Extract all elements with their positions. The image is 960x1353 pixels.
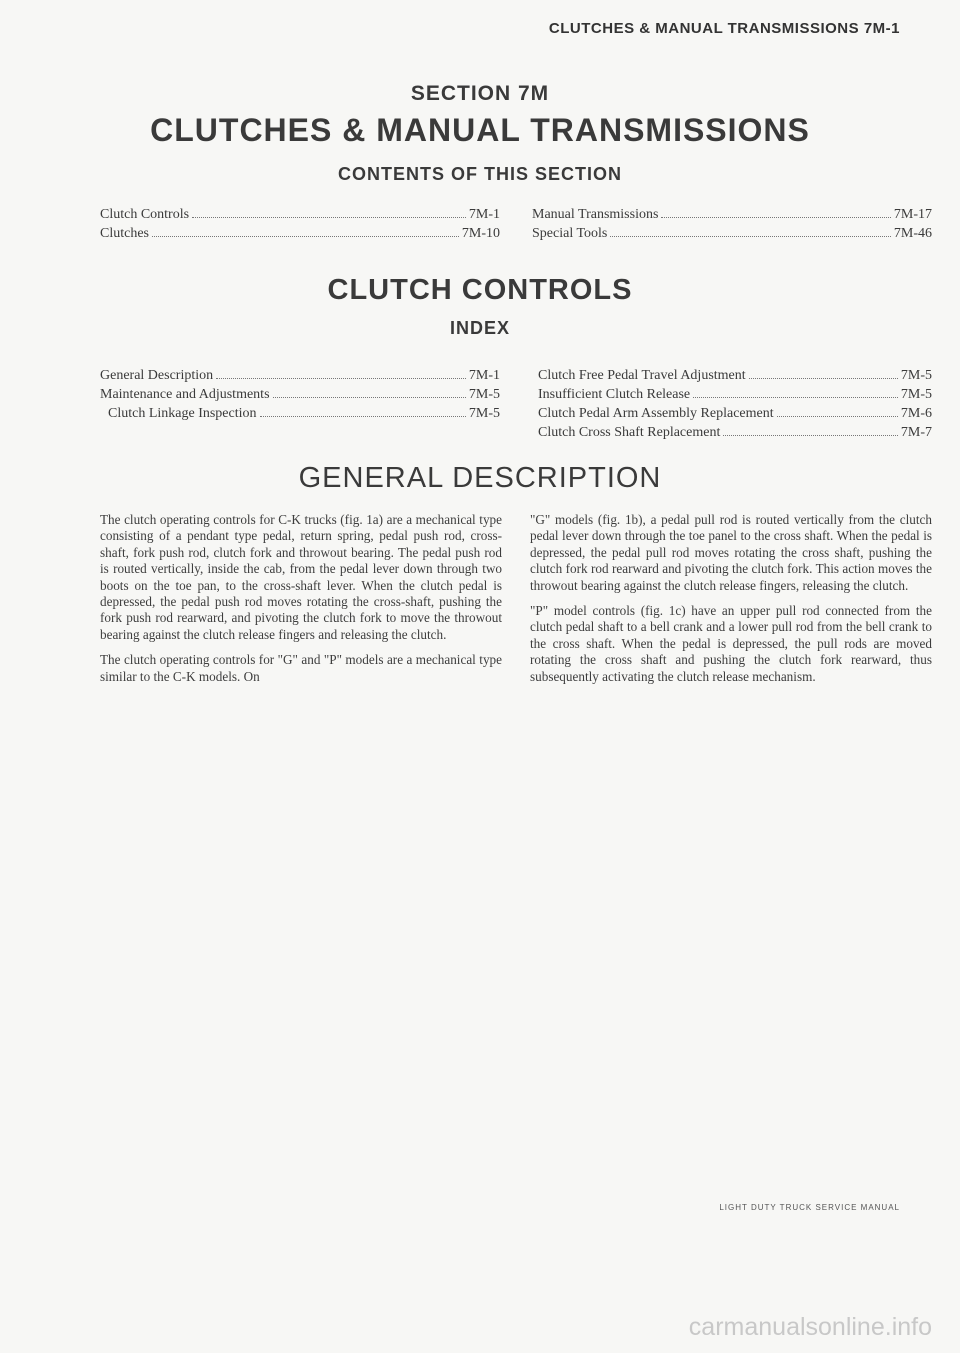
- index-entry-label: Insufficient Clutch Release: [538, 387, 691, 402]
- section-label: SECTION 7M: [410, 82, 550, 105]
- index-entry-label: Clutch Linkage Inspection: [108, 406, 257, 421]
- page-title: CLUTCHES & MANUAL TRANSMISSIONS: [150, 112, 810, 148]
- dot-leader: [661, 217, 890, 218]
- dot-leader: [273, 397, 466, 398]
- index-entry-page: 7M-7: [900, 425, 932, 440]
- index-entry-page: 7M-5: [468, 406, 500, 421]
- index-entry-label: Clutch Free Pedal Travel Adjustment: [538, 368, 746, 383]
- index-heading: INDEX: [449, 318, 510, 338]
- dot-leader: [723, 435, 898, 436]
- index-entry-label: Maintenance and Adjustments: [100, 387, 270, 402]
- body-paragraph: "P" model controls (fig. 1c) have an upper pull rod connected from the clutch pedal shaft to a bell crank and a lower pull rod from the bell crank to the cross shaft. When the pedal is depressed, the pull rods are moved rotating the cross shaft and pushing the clutch fork rearward, thus subsequently activating the clutch release mechanism.: [530, 603, 932, 684]
- body-paragraph: The clutch operating controls for "G" and "P" models are a mechanical type similar to the C-K models. On: [100, 652, 502, 684]
- toc-entry-label: Clutches: [100, 226, 149, 241]
- toc-entry-label: Clutch Controls: [100, 207, 190, 222]
- general-description-heading: GENERAL DESCRIPTION: [298, 462, 662, 494]
- index-entry[interactable]: [100, 366, 500, 385]
- toc-entry[interactable]: [532, 224, 932, 243]
- index-entry-page: 7M-1: [468, 368, 500, 383]
- index-entry-page: 7M-5: [468, 387, 500, 402]
- dot-leader: [260, 416, 466, 417]
- dot-leader: [192, 217, 466, 218]
- contents-heading: CONTENTS OF THIS SECTION: [337, 164, 622, 184]
- index-entry-label: Clutch Pedal Arm Assembly Replacement: [538, 406, 774, 421]
- contents-list-right: [532, 205, 932, 243]
- dot-leader: [749, 378, 898, 379]
- toc-entry[interactable]: [100, 224, 500, 243]
- toc-entry-page: 7M-10: [461, 226, 500, 241]
- toc-entry-label: Special Tools: [532, 226, 608, 241]
- index-entry[interactable]: [538, 404, 932, 423]
- dot-leader: [152, 236, 459, 237]
- watermark-text: carmanualsonline.info: [688, 1313, 932, 1341]
- index-entry-page: 7M-5: [900, 387, 932, 402]
- dot-leader: [216, 378, 466, 379]
- body-paragraph: "G" models (fig. 1b), a pedal pull rod is routed vertically from the clutch pedal lever down through the toe panel to the cross shaft. When the pedal is depressed, the pedal pull rod moves rotating the cross shaft, pushing the clutch fork rod rearward and pivoting the clutch fork. This action moves the throwout bearing against the clutch release fingers, releasing the clutch.: [530, 512, 932, 593]
- index-entry[interactable]: [100, 404, 500, 423]
- index-entry-label: General Description: [100, 368, 214, 383]
- dot-leader: [777, 416, 898, 417]
- index-entry-page: 7M-5: [900, 368, 932, 383]
- body-paragraph: The clutch operating controls for C-K trucks (fig. 1a) are a mechanical type consisting of a pendant type pedal, return spring, pedal push rod, cross-shaft, fork push rod, clutch fork and throwout bearing. The pedal push rod is routed vertically, inside the cab, from the pedal lever down through two boots on the toe pan, to the cross-shaft lever. When the clutch pedal is depressed, the pedal push rod moves rotating the cross-shaft, pushing the fork push rod rearward, and pivoting the clutch fork to move the throwout bearing against the clutch release fingers and releasing the clutch.: [100, 512, 502, 642]
- toc-entry[interactable]: [532, 205, 932, 224]
- index-list-right: [538, 366, 932, 442]
- toc-entry-page: 7M-46: [893, 226, 932, 241]
- body-column-left: [100, 512, 502, 694]
- index-entry[interactable]: [538, 423, 932, 442]
- index-entry-page: 7M-6: [900, 406, 932, 421]
- index-entry[interactable]: [538, 385, 932, 404]
- index-entry[interactable]: [100, 385, 500, 404]
- toc-entry-page: 7M-1: [468, 207, 500, 222]
- body-column-right: [530, 512, 932, 694]
- index-entry-label: Clutch Cross Shaft Replacement: [538, 425, 721, 440]
- contents-list-left: [100, 205, 500, 243]
- index-list-left: [100, 366, 500, 423]
- clutch-controls-heading: CLUTCH CONTROLS: [327, 274, 633, 306]
- index-entry[interactable]: [538, 366, 932, 385]
- toc-entry-page: 7M-17: [893, 207, 932, 222]
- dot-leader: [610, 236, 891, 237]
- footer-manual-name: LIGHT DUTY TRUCK SERVICE MANUAL: [719, 1203, 900, 1212]
- toc-entry[interactable]: [100, 205, 500, 224]
- toc-entry-label: Manual Transmissions: [532, 207, 659, 222]
- dot-leader: [693, 397, 898, 398]
- running-header: CLUTCHES & MANUAL TRANSMISSIONS 7M-1: [548, 20, 900, 37]
